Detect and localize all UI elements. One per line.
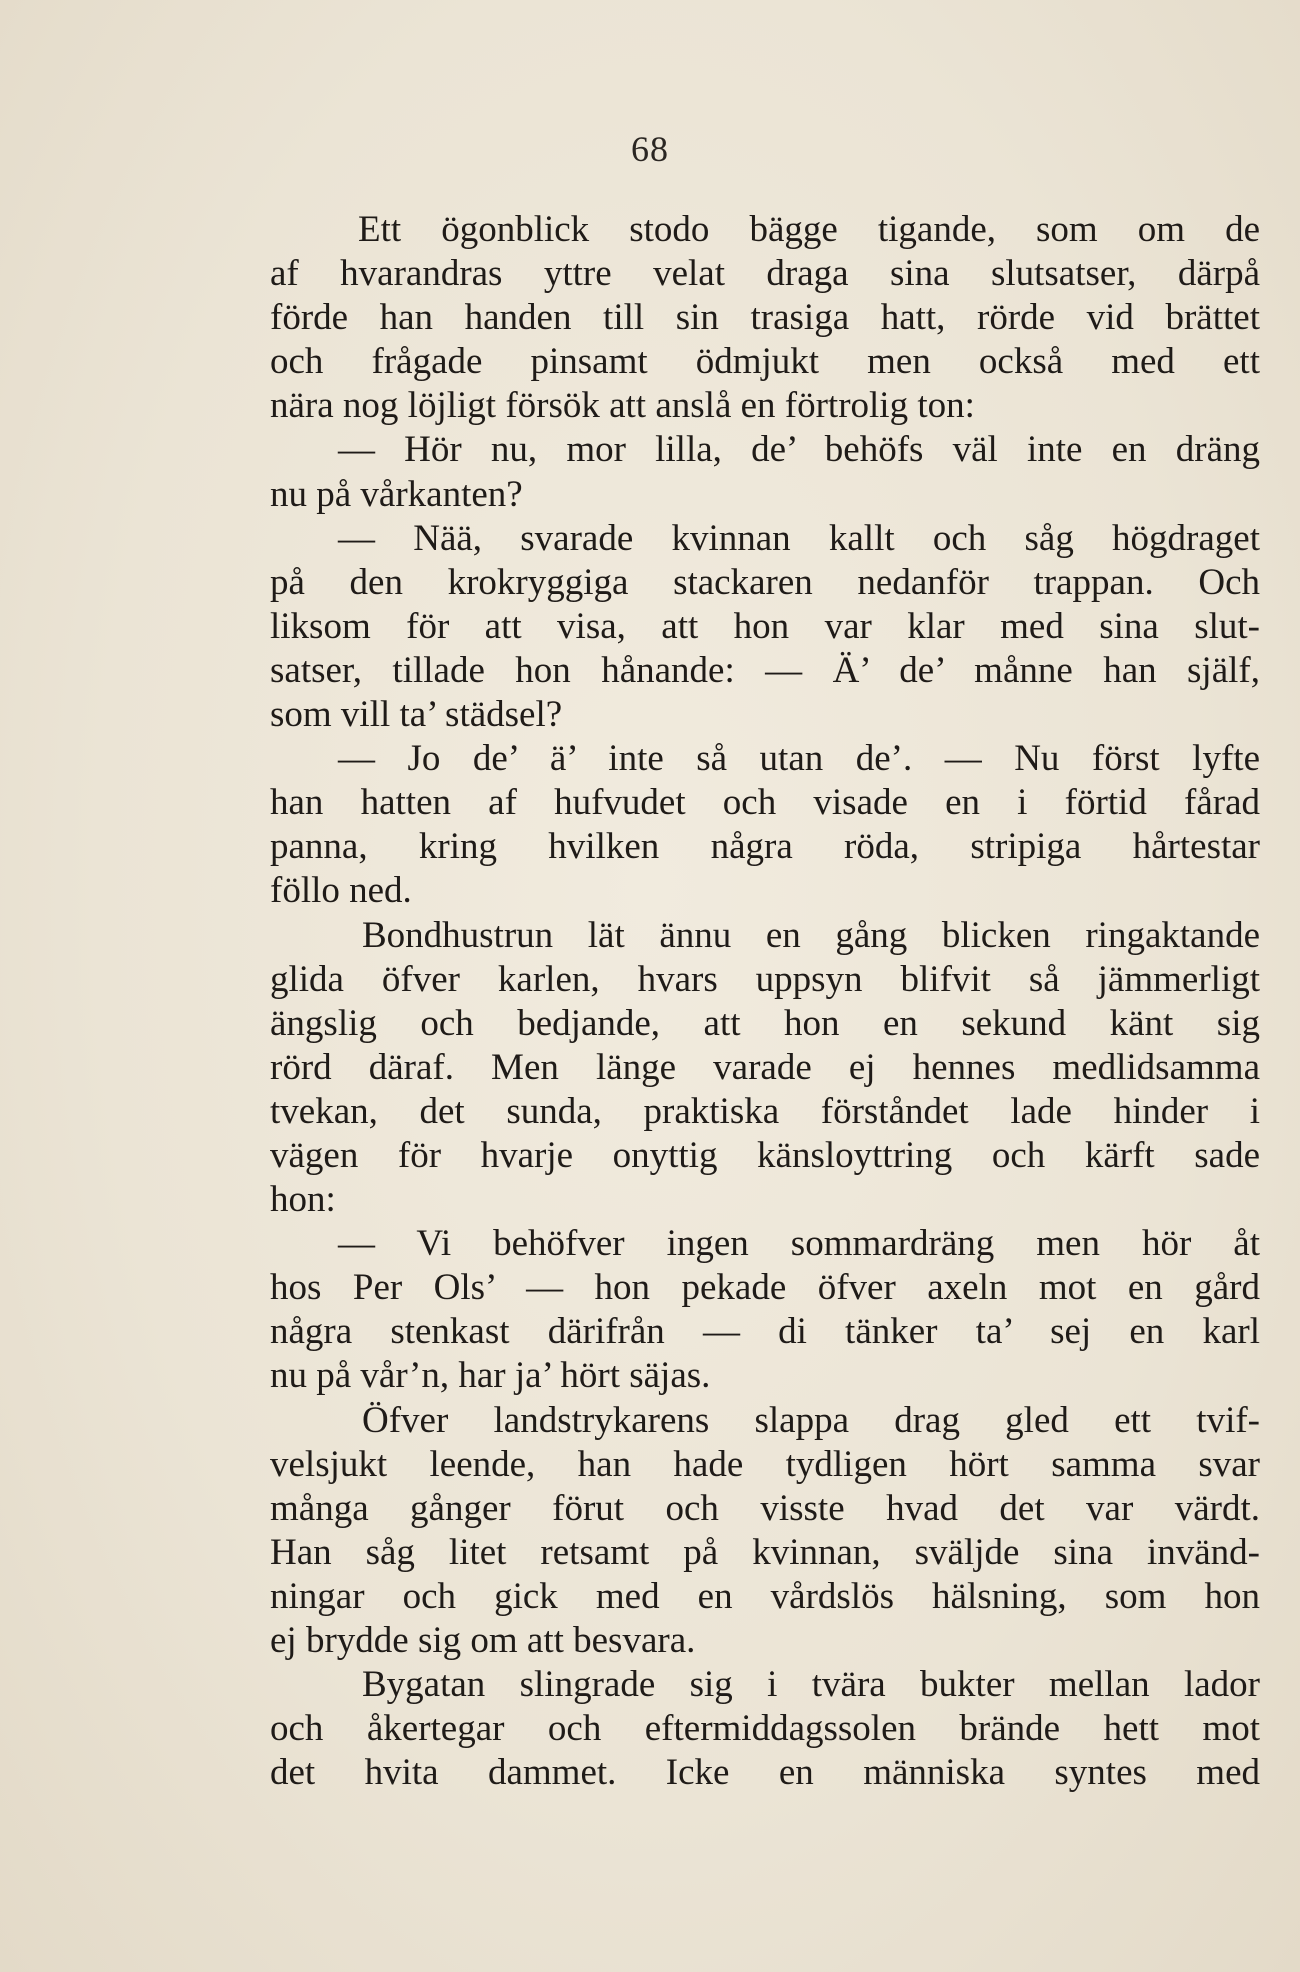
text-line: rörd däraf. Men länge varade ej hennes medlidsamma <box>270 1046 1260 1088</box>
text-line: och frågade pinsamt ödmjukt men också med ett <box>270 341 1260 383</box>
text-line: — Nää, svarade kvinnan kallt och såg högdraget <box>338 517 1260 559</box>
text-line: liksom för att visa, att hon var klar med sina slut- <box>270 605 1260 647</box>
text-line: af hvarandras yttre velat draga sina slutsatser, därpå <box>270 253 1260 295</box>
text-line: tvekan, det sunda, praktiska förståndet lade hinder i <box>270 1090 1260 1132</box>
text-line: han hatten af hufvudet och visade en i förtid fårad <box>270 782 1260 824</box>
text-line: ningar och gick med en vårdslös hälsning, som hon <box>270 1575 1260 1617</box>
text-line: Bondhustrun lät ännu en gång blicken ringaktande <box>362 914 1260 956</box>
text-line: det hvita dammet. Icke en människa syntes med <box>270 1752 1260 1794</box>
text-line: många gånger förut och visste hvad det var värdt. <box>270 1487 1260 1529</box>
text-line: glida öfver karlen, hvars uppsyn blifvit så jämmerligt <box>270 958 1260 1000</box>
text-line: Han såg litet retsamt på kvinnan, sväljde sina invänd- <box>270 1531 1260 1573</box>
page-number: 68 <box>631 129 669 169</box>
text-line: panna, kring hvilken några röda, stripiga hårtestar <box>270 826 1260 868</box>
text-line: Öfver landstrykarens slappa drag gled ett tvif- <box>362 1399 1260 1441</box>
text-line: som vill ta’ städsel? <box>270 694 563 736</box>
text-line: Ett ögonblick stodo bägge tigande, som om de <box>358 209 1260 250</box>
text-line: nu på vårkanten? <box>270 473 523 515</box>
text-line: — Jo de’ ä’ inte så utan de’. — Nu först lyfte <box>338 738 1260 780</box>
text-line: föllo ned. <box>270 870 412 912</box>
text-line: hon: <box>270 1179 336 1221</box>
text-line: ängslig och bedjande, att hon en sekund känt sig <box>270 1002 1260 1044</box>
text-line: vägen för hvarje onyttig känsloyttring och kärft sade <box>270 1134 1260 1176</box>
text-line: och åkertegar och eftermiddagssolen brände hett mot <box>270 1708 1260 1750</box>
text-line: på den krokryggiga stackaren nedanför trappan. Och <box>270 561 1260 603</box>
text-line: hos Per Ols’ — hon pekade öfver axeln mot en gård <box>270 1267 1260 1309</box>
text-line: ej brydde sig om att besvara. <box>270 1620 696 1661</box>
text-line: velsjukt leende, han hade tydligen hört samma svar <box>270 1443 1260 1485</box>
text-line: några stenkast därifrån — di tänker ta’ sej en karl <box>270 1311 1260 1353</box>
body-text <box>270 208 1260 1795</box>
text-line: — Vi behöfver ingen sommardräng men hör åt <box>338 1223 1260 1265</box>
text-line: — Hör nu, mor lilla, de’ behöfs väl inte en dräng <box>338 429 1260 471</box>
text-line: Bygatan slingrade sig i tvära bukter mellan lador <box>362 1664 1260 1706</box>
text-line: satser, tillade hon hånande: — Ä’ de’ månne han själf, <box>270 649 1260 691</box>
text-line: nära nog löjligt försök att anslå en förtrolig ton: <box>270 385 975 427</box>
text-line: nu på vår’n, har ja’ hört säjas. <box>270 1355 711 1397</box>
text-line: förde han handen till sin trasiga hatt, rörde vid brättet <box>270 297 1260 339</box>
